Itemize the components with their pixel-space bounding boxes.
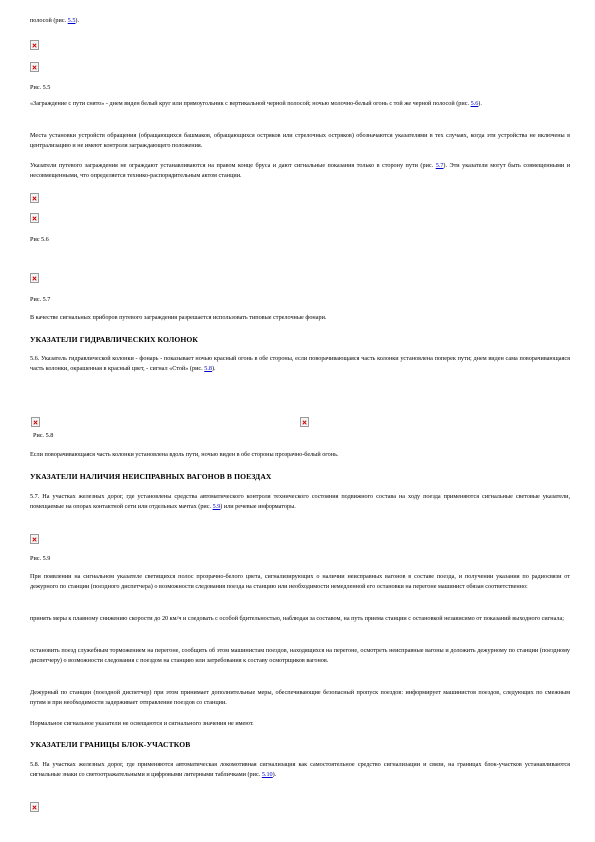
paragraph: Нормальное сигнальное указатели не освещаются и сигнального значения не имеют. <box>30 720 254 727</box>
paragraph: Места установки устройств обращения (обращающихся башмаков, обращающихся остряков или стрелочных остряков) обозначаются указателями в тех случаях, когда эти устройства не включены в централизацию и не имеют контроля заграждающего положения. <box>30 132 570 150</box>
paragraph: Указатели путевого заграждения не ограждают устанавливаются на правом конце бруса и дают сигнальные показания только в сторону пути (рис. 5.7). Эти указатели могут быть совмещенными и несовмещенными, что определяется технико-распорядительным актом станции. <box>30 162 571 180</box>
paragraph: 5.7. На участках железных дорог, где установлены средства автоматического контроля технического состояния подвижного состава на ходу поезда применяются сигнальные световые указатели, помещаемые на опорах контактной сети или отдельных мачтах (рис. 5.9) или речевые информаторы. <box>30 493 570 511</box>
broken-image-icon <box>30 62 39 72</box>
figure-caption: Рис. 5.8 <box>33 432 54 439</box>
paragraph: Если поворачивающаяся часть колонки установлена вдоль пути, ночью виден в обе стороны прозрачно-белый огонь. <box>30 451 339 458</box>
broken-image-icon <box>30 213 39 223</box>
broken-image-icon <box>30 802 39 812</box>
paragraph: принять меры к плавному снижению скорости до 20 км/ч и следовать с особой бдительностью, наблюдая за составом, на путь приема станции с остановкой независимо от показаний выходного сигнала; <box>30 615 564 622</box>
figure-link[interactable]: 5.6 <box>470 100 479 107</box>
broken-image-icon <box>30 534 39 544</box>
broken-image-icon <box>30 40 39 50</box>
section-heading: УКАЗАТЕЛИ ГИДРАВЛИЧЕСКИХ КОЛОНОК <box>30 335 198 344</box>
broken-image-icon <box>31 417 40 427</box>
figure-link[interactable]: 5.5 <box>67 17 76 24</box>
figure-link[interactable]: 5.9 <box>212 503 221 511</box>
figure-link[interactable]: 5.8 <box>204 365 212 373</box>
paragraph: 5.8. На участках железных дорог, где применяются автоматическая локомотивная сигнализация как самостоятельное средство сигнализации и связи, на границах блок-участков устанавливаются сигнальные знаки со светоотражательными и цифровыми литерными табличками (рис. 5.10). <box>30 761 570 779</box>
broken-image-icon <box>30 273 39 283</box>
paragraph: 5.6. Указатель гидравлической колонки - фонарь - показывает ночью красный огонь в обе стороны, если поворачивающаяся часть колонки установлена поперек пути; днем виден сама поворачивающаяся часть колонки, окрашенная в красный цвет, - сигнал «Стой» (рис. 5.8). <box>30 355 570 373</box>
paragraph: полосой (рис. 5.5). <box>30 17 80 24</box>
broken-image-icon <box>300 417 309 427</box>
figure-link[interactable]: 5.7 <box>435 162 444 169</box>
figure-link[interactable]: 5.10 <box>261 771 273 779</box>
figure-caption: Рис. 5.9 <box>30 555 51 562</box>
section-heading: УКАЗАТЕЛИ ГРАНИЦЫ БЛОК-УЧАСТКОВ <box>30 740 191 749</box>
section-heading: УКАЗАТЕЛИ НАЛИЧИЯ НЕИСПРАВНЫХ ВАГОНОВ В ПОЕЗДАХ <box>30 472 272 481</box>
paragraph: Дежурный по станции (поездной диспетчер) при этом принимает дополнительные меры, обеспечивающие безопасный пропуск поездов: информирует машинистов поездов, следующих по смежным путям и при необходимости задерживает отправление поездов со станции. <box>30 689 570 707</box>
paragraph: В качестве сигнальных приборов путевого заграждения разрешается использовать типовые стрелочные фонари. <box>30 314 327 321</box>
paragraph: «Заграждение с пути снято» - днем виден белый круг или прямоугольник с вертикальной черной полосой; ночью молочно-белый огонь с той же черной полосой (рис. 5.6). <box>30 100 482 107</box>
figure-caption: Рис. 5.7 <box>30 296 51 303</box>
paragraph: При появлении на сигнальном указателе светящихся полос прозрачно-белого цвета, сигнализирующих о наличии неисправных вагонов в составе поезда, и получении указания по радиосвязи от дежурного по станции (поездного диспетчера) о возможности следования поезда на станцию или необходимости немедленной его остановки на перегоне машинист обязан соответственно: <box>30 573 570 591</box>
figure-caption: Рис. 5.5 <box>30 84 51 91</box>
broken-image-icon <box>30 193 39 203</box>
figure-caption: Рис 5.6 <box>30 236 49 243</box>
paragraph: остановить поезд служебным торможением на перегоне, сообщить об этом машинистам поездов, находящихся на перегоне, осмотреть неисправные вагоны и доложить дежурному по станции (поездному диспетчеру) о возможности следования с поездом на станцию или затребования к составу осмотрщиков вагонов. <box>30 647 570 665</box>
